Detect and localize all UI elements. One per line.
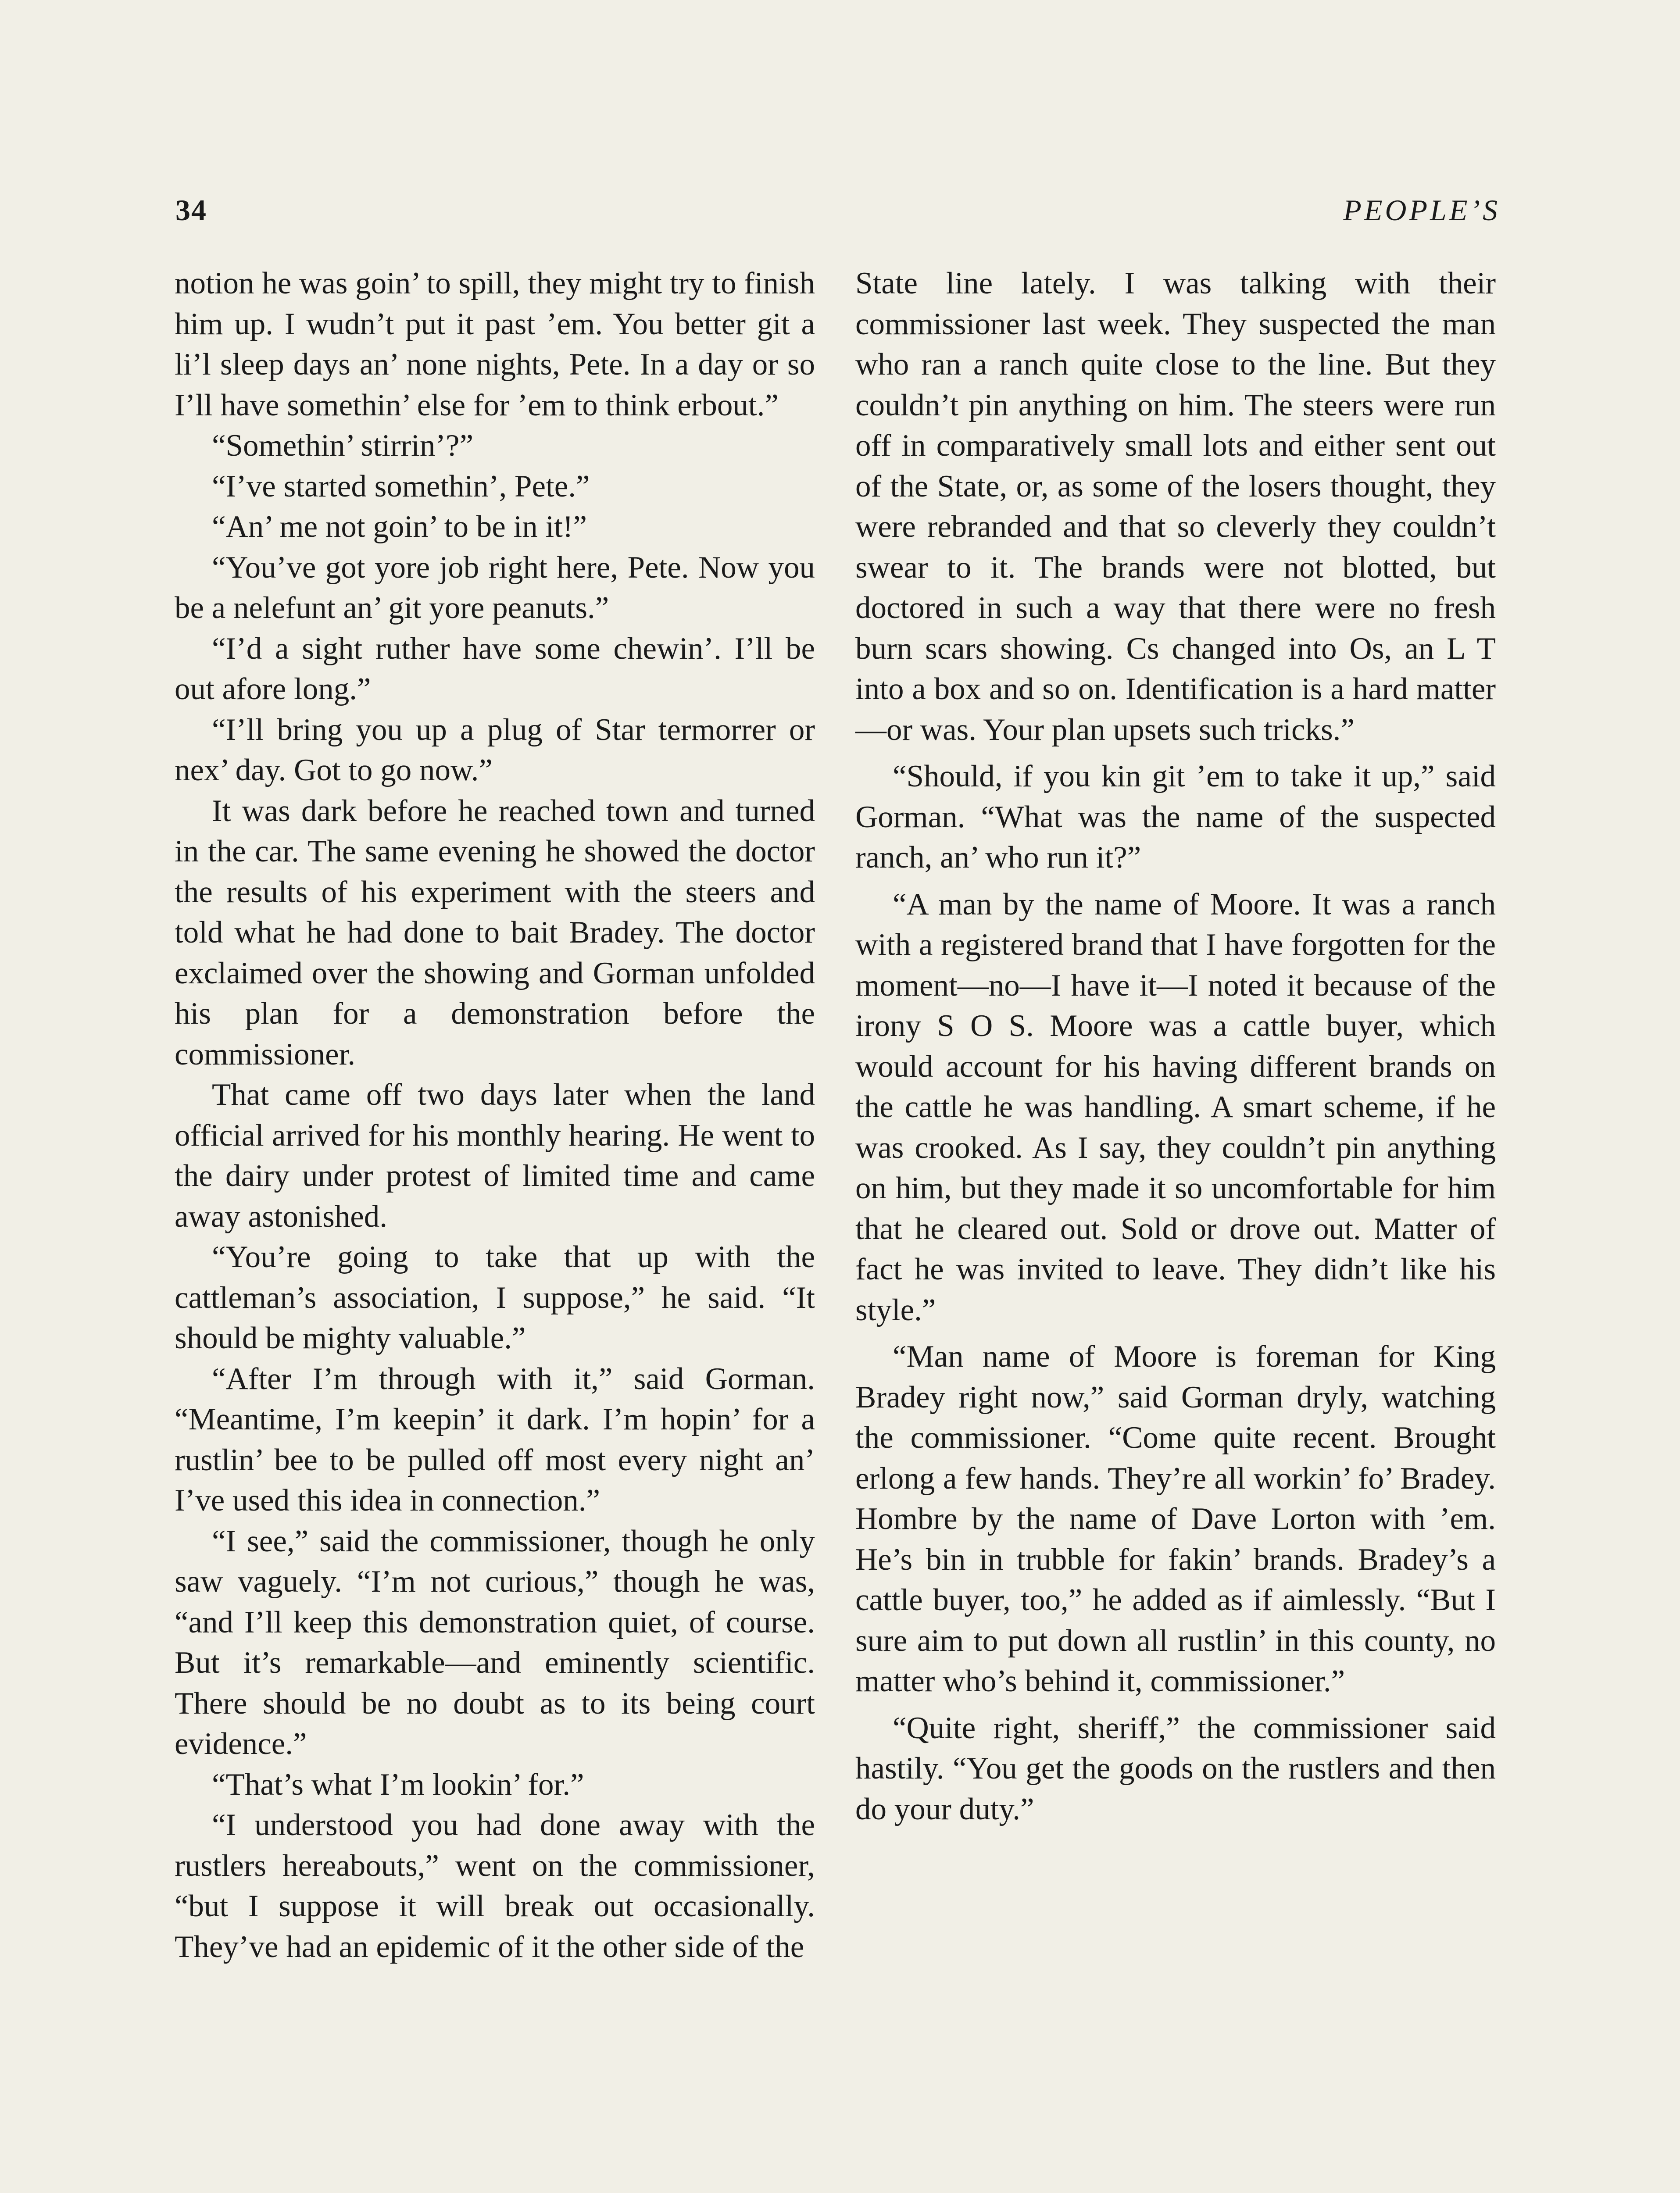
- paragraph: “After I’m through with it,” said Gorman. “Meantime, I’m keepin’ it dark. I’m hopin’ for a rustlin’ bee to be pulled off most every night an’ I’ve used this idea in connection.”: [175, 1361, 815, 1518]
- paragraph: “That’s what I’m lookin’ for.”: [212, 1767, 584, 1802]
- paragraph: notion he was goin’ to spill, they might try to finish him up. I wudn’t put it past ’em. You better git a li’l sleep days an’ none nights, Pete. In a day or so I’ll have somethin’ else for ’em to think erbout.”: [175, 266, 815, 422]
- paragraph: “I’ll bring you up a plug of Star termorrer or nex’ day. Got to go now.”: [175, 712, 815, 787]
- paragraph: “An’ me not goin’ to be in it!”: [212, 510, 587, 544]
- paragraph: “I see,” said the commissioner, though he only saw vaguely. “I’m not curious,” though he was, “and I’ll keep this demonstration quiet, of course. But it’s remarkable—and eminently scientific. There should be no doubt as to its being court evidence.”: [175, 1524, 815, 1761]
- paragraph: “A man by the name of Moore. It was a ranch with a registered brand that I have forgotten for the moment—no—I have it—I noted it because of the irony S O S. Moore was a cattle buyer, which would account for his having different brands on the cattle he was handling. A smart scheme, if he was crooked. As I say, they couldn’t pin anything on him, but they made it so uncomfortable for him that he cleared out. Sold or drove out. Matter of fact he was invited to leave. They didn’t like his style.”: [855, 887, 1496, 1327]
- paragraph: “You’re going to take that up with the cattleman’s association, I suppose,” he said. “It should be mighty valuable.”: [175, 1240, 815, 1355]
- paragraph: “I understood you had done away with the rustlers hereabouts,” went on the commissioner, “but I suppose it will break out occasionally. They’ve had an epidemic of it the other side of the: [175, 1808, 815, 1964]
- page-number: 34: [175, 193, 207, 227]
- paragraph: “Should, if you kin git ’em to take it up,” said Gorman. “What was the name of the suspected ranch, an’ who run it?”: [855, 759, 1496, 875]
- paragraph: “I’ve started somethin’, Pete.”: [212, 469, 590, 504]
- page-header: [175, 193, 1500, 246]
- paragraph: State line lately. I was talking with their commissioner last week. They suspected the man who ran a ranch quite close to the line. But they couldn’t pin anything on him. The steers were run off in comparatively small lots and either sent out of the State, or, as some of the losers thought, they were rebranded and that so cleverly they couldn’t swear to it. The brands were not blotted, but doctored in such a way that there were no fresh burn scars showing. Cs changed into Os, an L T into a box and so on. Identification is a hard matter—or was. Your plan upsets such tricks.”: [855, 266, 1496, 747]
- paragraph: “I’d a sight ruther have some chewin’. I’ll be out afore long.”: [175, 631, 815, 706]
- left-column: [175, 263, 815, 1967]
- paragraph: It was dark before he reached town and turned in the car. The same evening he showed the doctor the results of his experiment with the steers and told what he had done to bait Bradey. The doctor exclaimed over the showing and Gorman unfolded his plan for a demonstration before the commissioner.: [175, 793, 815, 1071]
- running-title: PEOPLE’S: [1343, 193, 1500, 227]
- paragraph: “Man name of Moore is foreman for King Bradey right now,” said Gorman dryly, watching the commissioner. “Come quite recent. Brought erlong a few hands. They’re all workin’ fo’ Bradey. Hombre by the name of Dave Lorton with ’em. He’s bin in trubble for fakin’ brands. Bradey’s a cattle buyer, too,” he added as if aimlessly. “But I sure aim to put down all rustlin’ in this county, no matter who’s behind it, commissioner.”: [855, 1339, 1496, 1698]
- paragraph: “Somethin’ stirrin’?”: [212, 429, 474, 463]
- paragraph: “Quite right, sheriff,” the commissioner said hastily. “You get the goods on the rustlers and then do your duty.”: [855, 1711, 1496, 1826]
- right-column: [855, 263, 1496, 1829]
- paragraph: “You’ve got yore job right here, Pete. Now you be a nelefunt an’ git yore peanuts.”: [175, 550, 815, 625]
- paragraph: That came off two days later when the land official arrived for his monthly hearing. He went to the dairy under protest of limited time and came away astonished.: [175, 1078, 815, 1234]
